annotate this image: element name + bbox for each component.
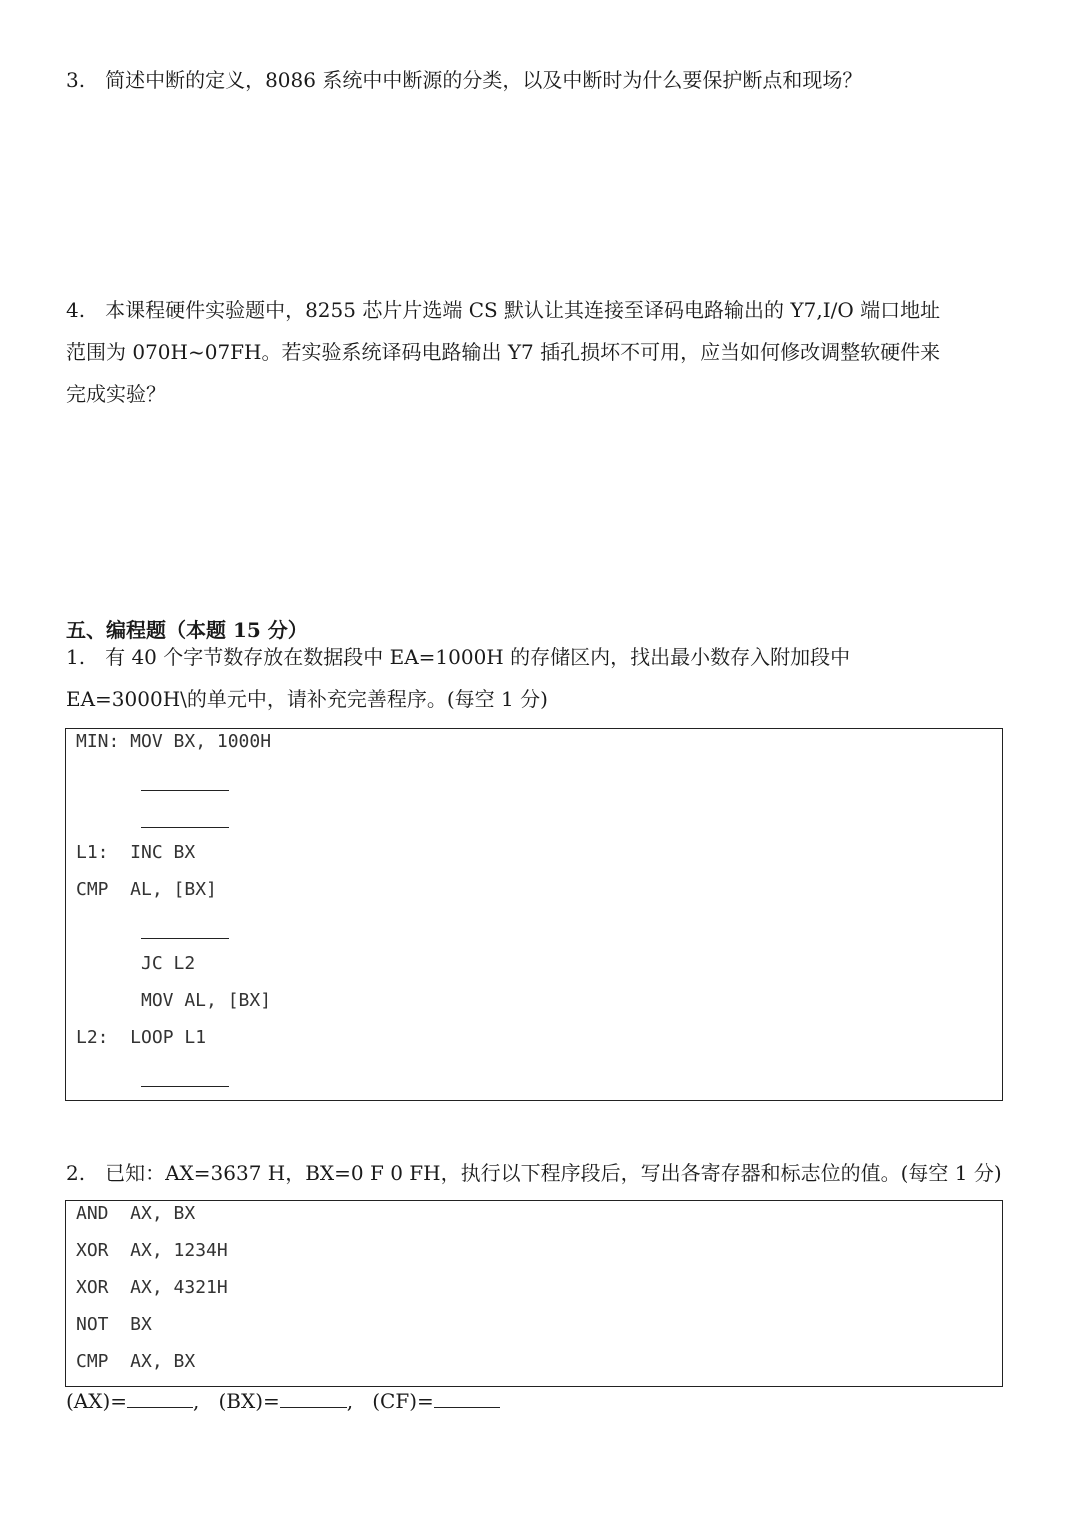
cf-answer-blank[interactable] xyxy=(434,1389,500,1408)
code-line: MOV AL, [BX] xyxy=(141,990,272,1011)
bx-answer-blank[interactable] xyxy=(280,1389,347,1408)
question-4-line-2: 范围为 070H~07FH。若实验系统译码电路输出 Y7 插孔损坏不可用，应当如何修改调整软硬件来 xyxy=(66,340,941,364)
question-4-line-3: 完成实验？ xyxy=(66,382,166,406)
code-line: CMP AL, [BX] xyxy=(76,879,217,900)
question-4-line-1: 4. 本课程硬件实验题中，8255 芯片片选端 CS 默认让其连接至译码电路输出的 Y7,I/O 端口地址 xyxy=(66,298,941,322)
code-line: XOR AX, 1234H xyxy=(76,1240,228,1261)
code-line: L1: INC BX xyxy=(76,842,196,863)
code-line: CMP AX, BX xyxy=(76,1351,196,1372)
cf-label: (CF)= xyxy=(372,1389,434,1413)
fill-blank[interactable] xyxy=(141,1086,229,1087)
code-line: AND AX, BX xyxy=(76,1203,196,1224)
program-question-1-line-2: EA=3000H\的单元中，请补充完善程序。(每空 1 分) xyxy=(66,687,548,711)
section-heading-programming: 五、编程题（本题 15 分） xyxy=(66,618,308,642)
fill-blank[interactable] xyxy=(141,790,229,791)
code-line: L2: LOOP L1 xyxy=(76,1027,207,1048)
program-2-code-box xyxy=(65,1200,1003,1387)
separator: , xyxy=(346,1389,373,1413)
fill-blank[interactable] xyxy=(141,938,229,939)
ax-answer-blank[interactable] xyxy=(127,1389,193,1408)
program-question-2-line-1: 2. 已知：AX=3637 H，BX=0 F 0 FH，执行以下程序段后，写出各寄存器和标志位的值。(每空 1 分) xyxy=(66,1161,1002,1185)
answer-row xyxy=(66,1389,500,1413)
program-1-code-box xyxy=(65,728,1003,1101)
code-line: XOR AX, 4321H xyxy=(76,1277,228,1298)
code-line: MIN: MOV BX, 1000H xyxy=(76,731,272,752)
question-3-text: 3. 简述中断的定义，8086 系统中中断源的分类，以及中断时为什么要保护断点和现场？ xyxy=(66,68,863,92)
program-question-1-line-1: 1. 有 40 个字节数存放在数据段中 EA=1000H 的存储区内，找出最小数存入附加段中 xyxy=(66,645,851,669)
ax-label: (AX)= xyxy=(66,1389,128,1413)
code-line: NOT BX xyxy=(76,1314,152,1335)
separator: , xyxy=(193,1389,219,1413)
fill-blank[interactable] xyxy=(141,827,229,828)
bx-label: (BX)= xyxy=(218,1389,280,1413)
code-line: JC L2 xyxy=(141,953,196,974)
